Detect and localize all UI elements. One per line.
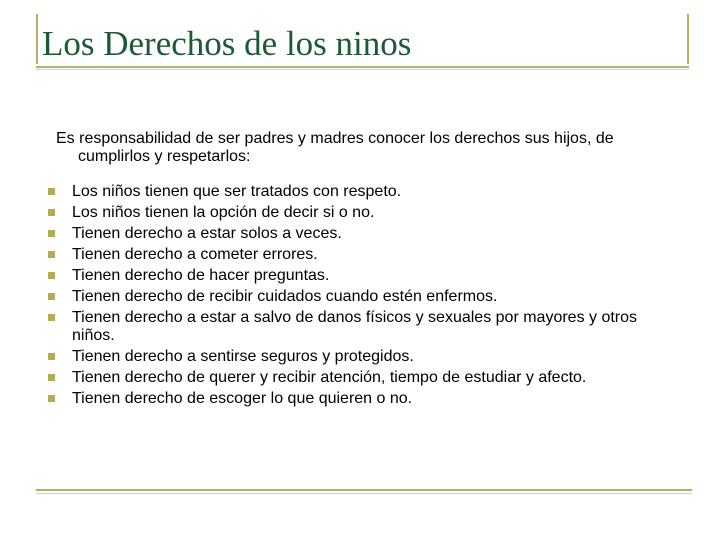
list-item-text: Tienen derecho de recibir cuidados cuando estén enfermos. bbox=[72, 288, 498, 305]
title-divider-thin bbox=[36, 69, 689, 70]
list-item-text: Tienen derecho a cometer errores. bbox=[72, 246, 318, 263]
list-item bbox=[48, 267, 668, 285]
square-bullet-icon bbox=[48, 272, 55, 279]
square-bullet-icon bbox=[48, 374, 55, 381]
list-item bbox=[48, 288, 668, 306]
list-item bbox=[48, 204, 668, 222]
list-item bbox=[48, 225, 668, 243]
square-bullet-icon bbox=[48, 395, 55, 402]
frame-line-right bbox=[687, 14, 689, 64]
list-item-text: Tienen derecho de querer y recibir atención, tiempo de estudiar y afecto. bbox=[72, 369, 587, 386]
list-item bbox=[48, 183, 668, 201]
square-bullet-icon bbox=[48, 251, 55, 258]
list-item-text: Tienen derecho de hacer preguntas. bbox=[72, 267, 330, 284]
list-item bbox=[48, 369, 668, 387]
square-bullet-icon bbox=[48, 314, 55, 321]
list-item bbox=[48, 390, 668, 408]
list-item-text: Tienen derecho de escoger lo que quieren o no. bbox=[72, 390, 413, 407]
footer-divider bbox=[36, 489, 692, 491]
list-item bbox=[48, 348, 668, 366]
square-bullet-icon bbox=[48, 188, 55, 195]
list-item bbox=[48, 246, 668, 264]
intro-paragraph bbox=[48, 130, 668, 166]
footer-divider-thin bbox=[36, 493, 692, 494]
title-divider bbox=[36, 66, 689, 68]
list-item-text: Tienen derecho a estar a salvo de danos físicos y sexuales por mayores y otros niños. bbox=[72, 309, 638, 344]
list-item bbox=[48, 309, 668, 345]
list-item-text: Tienen derecho a sentirse seguros y protegidos. bbox=[72, 348, 414, 365]
list-item-text: Los niños tienen que ser tratados con respeto. bbox=[72, 183, 402, 200]
square-bullet-icon bbox=[48, 353, 55, 360]
list-item-text: Tienen derecho a estar solos a veces. bbox=[72, 225, 342, 242]
list-item-text: Los niños tienen la opción de decir si o no. bbox=[72, 204, 375, 221]
square-bullet-icon bbox=[48, 293, 55, 300]
slide-title: Los Derechos de los ninos bbox=[42, 24, 412, 63]
square-bullet-icon bbox=[48, 230, 55, 237]
intro-text: Es responsabilidad de ser padres y madres conocer los derechos sus hijos, de cumplirlos y respetarlos: bbox=[56, 130, 614, 165]
square-bullet-icon bbox=[48, 209, 55, 216]
slide-content bbox=[48, 130, 668, 411]
bullet-list bbox=[48, 183, 668, 408]
frame-line-left bbox=[36, 14, 38, 64]
